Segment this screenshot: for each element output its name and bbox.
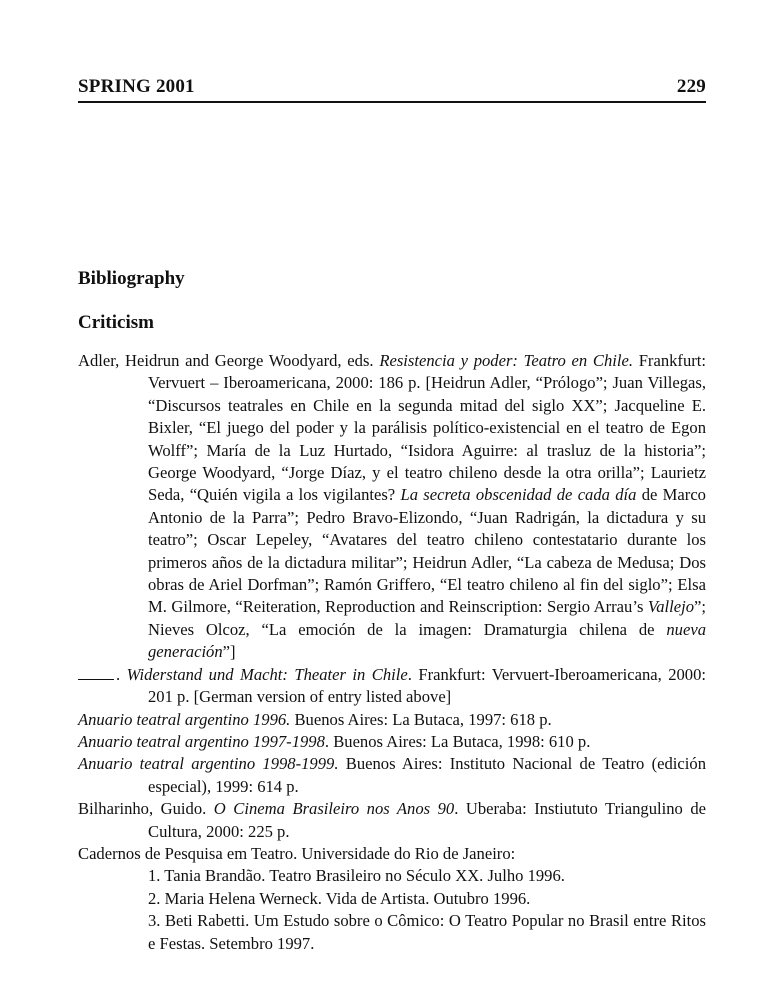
section-heading-bibliography: Bibliography bbox=[78, 268, 185, 289]
running-head bbox=[78, 76, 706, 103]
series-item: 3. Beti Rabetti. Um Estudo sobre o Cômico: O Teatro Popular no Brasil entre Ritos e Festas. Setembro 1997. bbox=[148, 911, 706, 953]
bibliography-entry: Anuario teatral argentino 1998-1999. Buenos Aires: Instituto Nacional de Teatro (edición especial), 1999: 614 p. bbox=[78, 754, 706, 796]
bibliography-entry: . Widerstand und Macht: Theater in Chile. Frankfurt: Vervuert-Iberoamericana, 2000: 201 p. [German version of entry listed above] bbox=[78, 664, 706, 709]
page-number: 229 bbox=[676, 76, 706, 97]
bibliography-entry: Anuario teatral argentino 1996. Buenos Aires: La Butaca, 1997: 618 p. bbox=[78, 709, 552, 729]
series-item: 1. Tania Brandão. Teatro Brasileiro no Século XX. Julho 1996. bbox=[148, 866, 565, 886]
bibliography-entries bbox=[78, 350, 706, 955]
bibliography-entry: Bilharinho, Guido. O Cinema Brasileiro nos Anos 90. Uberaba: Instiututo Triangulino de Cultura, 2000: 225 p. bbox=[78, 799, 706, 841]
section-heading-criticism: Criticism bbox=[78, 312, 154, 333]
repeat-author-dash bbox=[78, 679, 114, 680]
bibliography-entry: Adler, Heidrun and George Woodyard, eds. Resistencia y poder: Teatro en Chile. Frankfurt: Vervuert – Iberoamericana, 2000: 186 p. [Heidrun Adler, “Prólogo”; Juan Villegas, “Discursos teatrales en Chile en la segunda mitad del siglo XX”; Jacqueline E. Bixler, “El juego del poder y la parálisis político-existencial en el teatro de Egon Wolff”; María de la Luz Hurtado, “Isidora Aguirre: al trasluz de la historia”; George Woodyard, “Jorge Díaz, y el teatro chileno desde la otra orilla”; Laurietz Seda, “Quién vigila a los vigilantes? La secreta obscenidad de cada día de Marco Antonio de la Parra”; Pedro Bravo-Elizondo, “Juan Radrigán, la dictadura y su teatro”; Oscar Lepeley, “Avatares del teatro chileno contestatario durante los primeros años de la dictadura militar”; Heidrun Adler, “La cabeza de Medusa; Dos obras de Ariel Dorfman”; Ramón Griffero, “El teatro chileno al fin del siglo”; Elsa M. Gilmore, “Reiteration, Reproduction and Reinscription: Sergio Arrau’s Vallejo”; Nieves Olcoz, “La emoción de la imagen: Dramaturgia chilena de nueva generación”] bbox=[78, 351, 706, 662]
bibliography-entry: Cadernos de Pesquisa em Teatro. Universidade do Rio de Janeiro: bbox=[78, 843, 516, 863]
journal-issue: SPRING 2001 bbox=[78, 76, 195, 97]
series-item: 2. Maria Helena Werneck. Vida de Artista. Outubro 1996. bbox=[148, 888, 531, 908]
bibliography-entry: Anuario teatral argentino 1997-1998. Buenos Aires: La Butaca, 1998: 610 p. bbox=[78, 731, 591, 751]
